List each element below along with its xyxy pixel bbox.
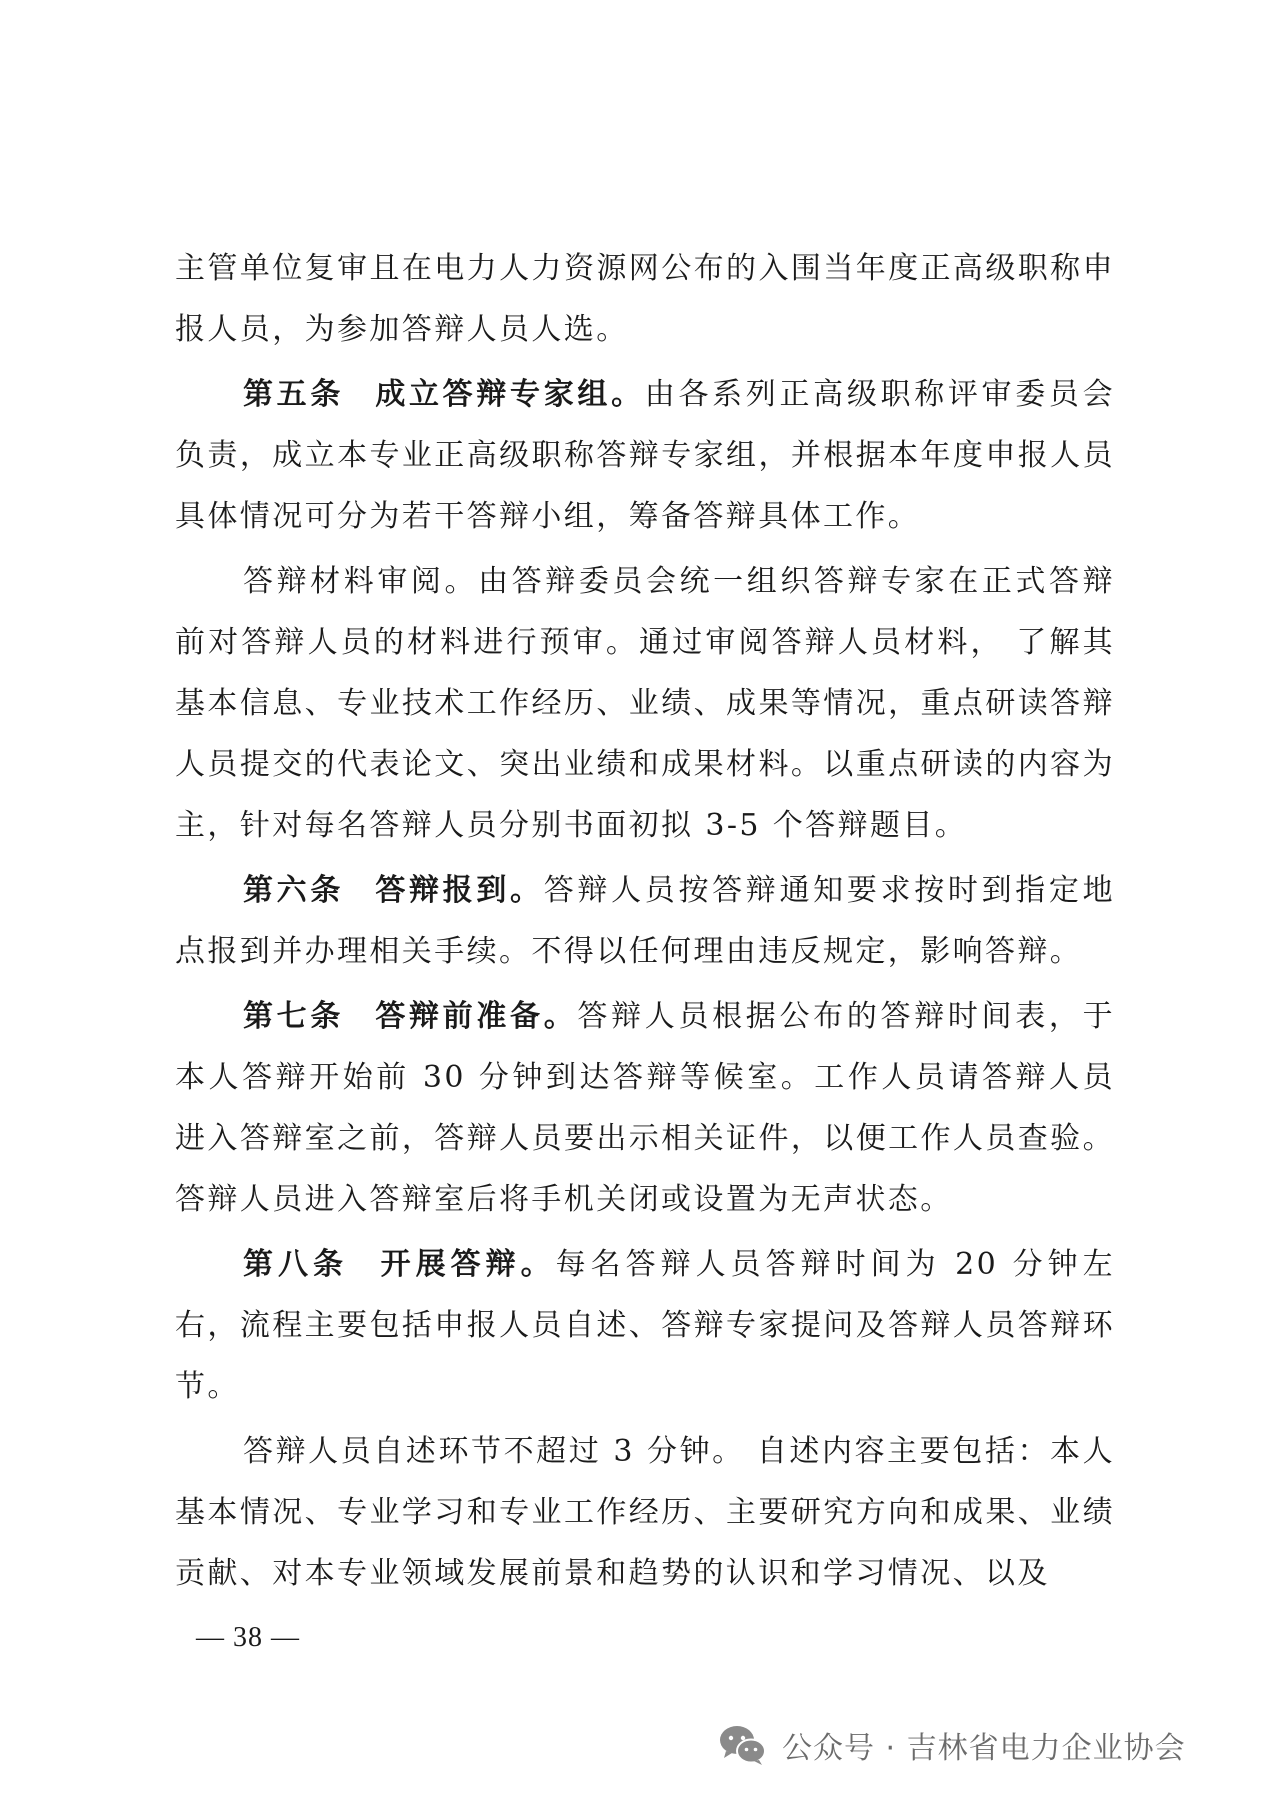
- paragraph-self-statement: [175, 1421, 1115, 1604]
- article-number: 第七条: [243, 999, 345, 1034]
- paragraph-material-review: [175, 551, 1115, 856]
- paragraph-text: 答辩人员自述环节不超过 3 分钟。 自述内容主要包括：本人基本情况、专业学习和专业工作经历、主要研究方向和成果、业绩贡献、对本专业领域发展前景和趋势的认识和学习情况、以及: [175, 1434, 1115, 1591]
- paragraph-article-7: [175, 986, 1115, 1230]
- wechat-watermark: [718, 1719, 1186, 1771]
- paragraph-article-8: [175, 1234, 1115, 1417]
- paragraph-text: 由各系列正高级职称评审委员会负责，成立本专业正高级职称答辩专家组，并根据本年度申报人员具体情况可分为若干答辩小组，筹备答辩具体工作。: [175, 377, 1115, 534]
- paragraph-text: 答辩人员按答辩通知要求按时到指定地点报到并办理相关手续。不得以任何理由违反规定，影响答辩。: [175, 873, 1116, 969]
- paragraph-text: 答辩材料审阅。由答辩委员会统一组织答辩专家在正式答辩前对答辩人员的材料进行预审。通过审阅答辩人员材料， 了解其基本信息、专业技术工作经历、业绩、成果等情况，重点研读答辩人员提交的代表论文、突出业绩和成果材料。以重点研读的内容为主，针对每名答辩人员分别书面初拟 3-5 个答辩题目。: [175, 564, 1115, 843]
- article-number: 第五条: [243, 377, 345, 412]
- article-title: 开展答辩。: [378, 1247, 556, 1282]
- paragraph-text: 每名答辩人员答辩时间为 20 分钟左右，流程主要包括申报人员自述、答辩专家提问及答辩人员答辩环节。: [175, 1247, 1116, 1404]
- document-body: [175, 238, 1115, 1604]
- page-number: — 38 —: [196, 1622, 300, 1653]
- paragraph-continuation: [175, 238, 1115, 360]
- article-title: 答辩前准备。: [374, 999, 578, 1034]
- paragraph-text: 主管单位复审且在电力人力资源网公布的入围当年度正高级职称申报人员，为参加答辩人员人选。: [175, 251, 1115, 347]
- paragraph-article-5: [175, 364, 1115, 547]
- article-number: 第八条: [243, 1247, 348, 1282]
- paragraph-article-6: [175, 860, 1115, 982]
- wechat-icon: [718, 1723, 768, 1767]
- article-title: 答辩报到。: [374, 873, 544, 908]
- paragraph-text: 答辩人员根据公布的答辩时间表，于本人答辩开始前 30 分钟到达答辩等候室。工作人员请答辩人员进入答辩室之前，答辩人员要出示相关证件，以便工作人员查验。答辩人员进入答辩室后将手机关闭或设置为无声状态。: [175, 999, 1115, 1217]
- article-number: 第六条: [243, 873, 345, 908]
- watermark-text: 公众号 · 吉林省电力企业协会: [782, 1731, 1186, 1766]
- article-title: 成立答辩专家组。: [374, 377, 645, 412]
